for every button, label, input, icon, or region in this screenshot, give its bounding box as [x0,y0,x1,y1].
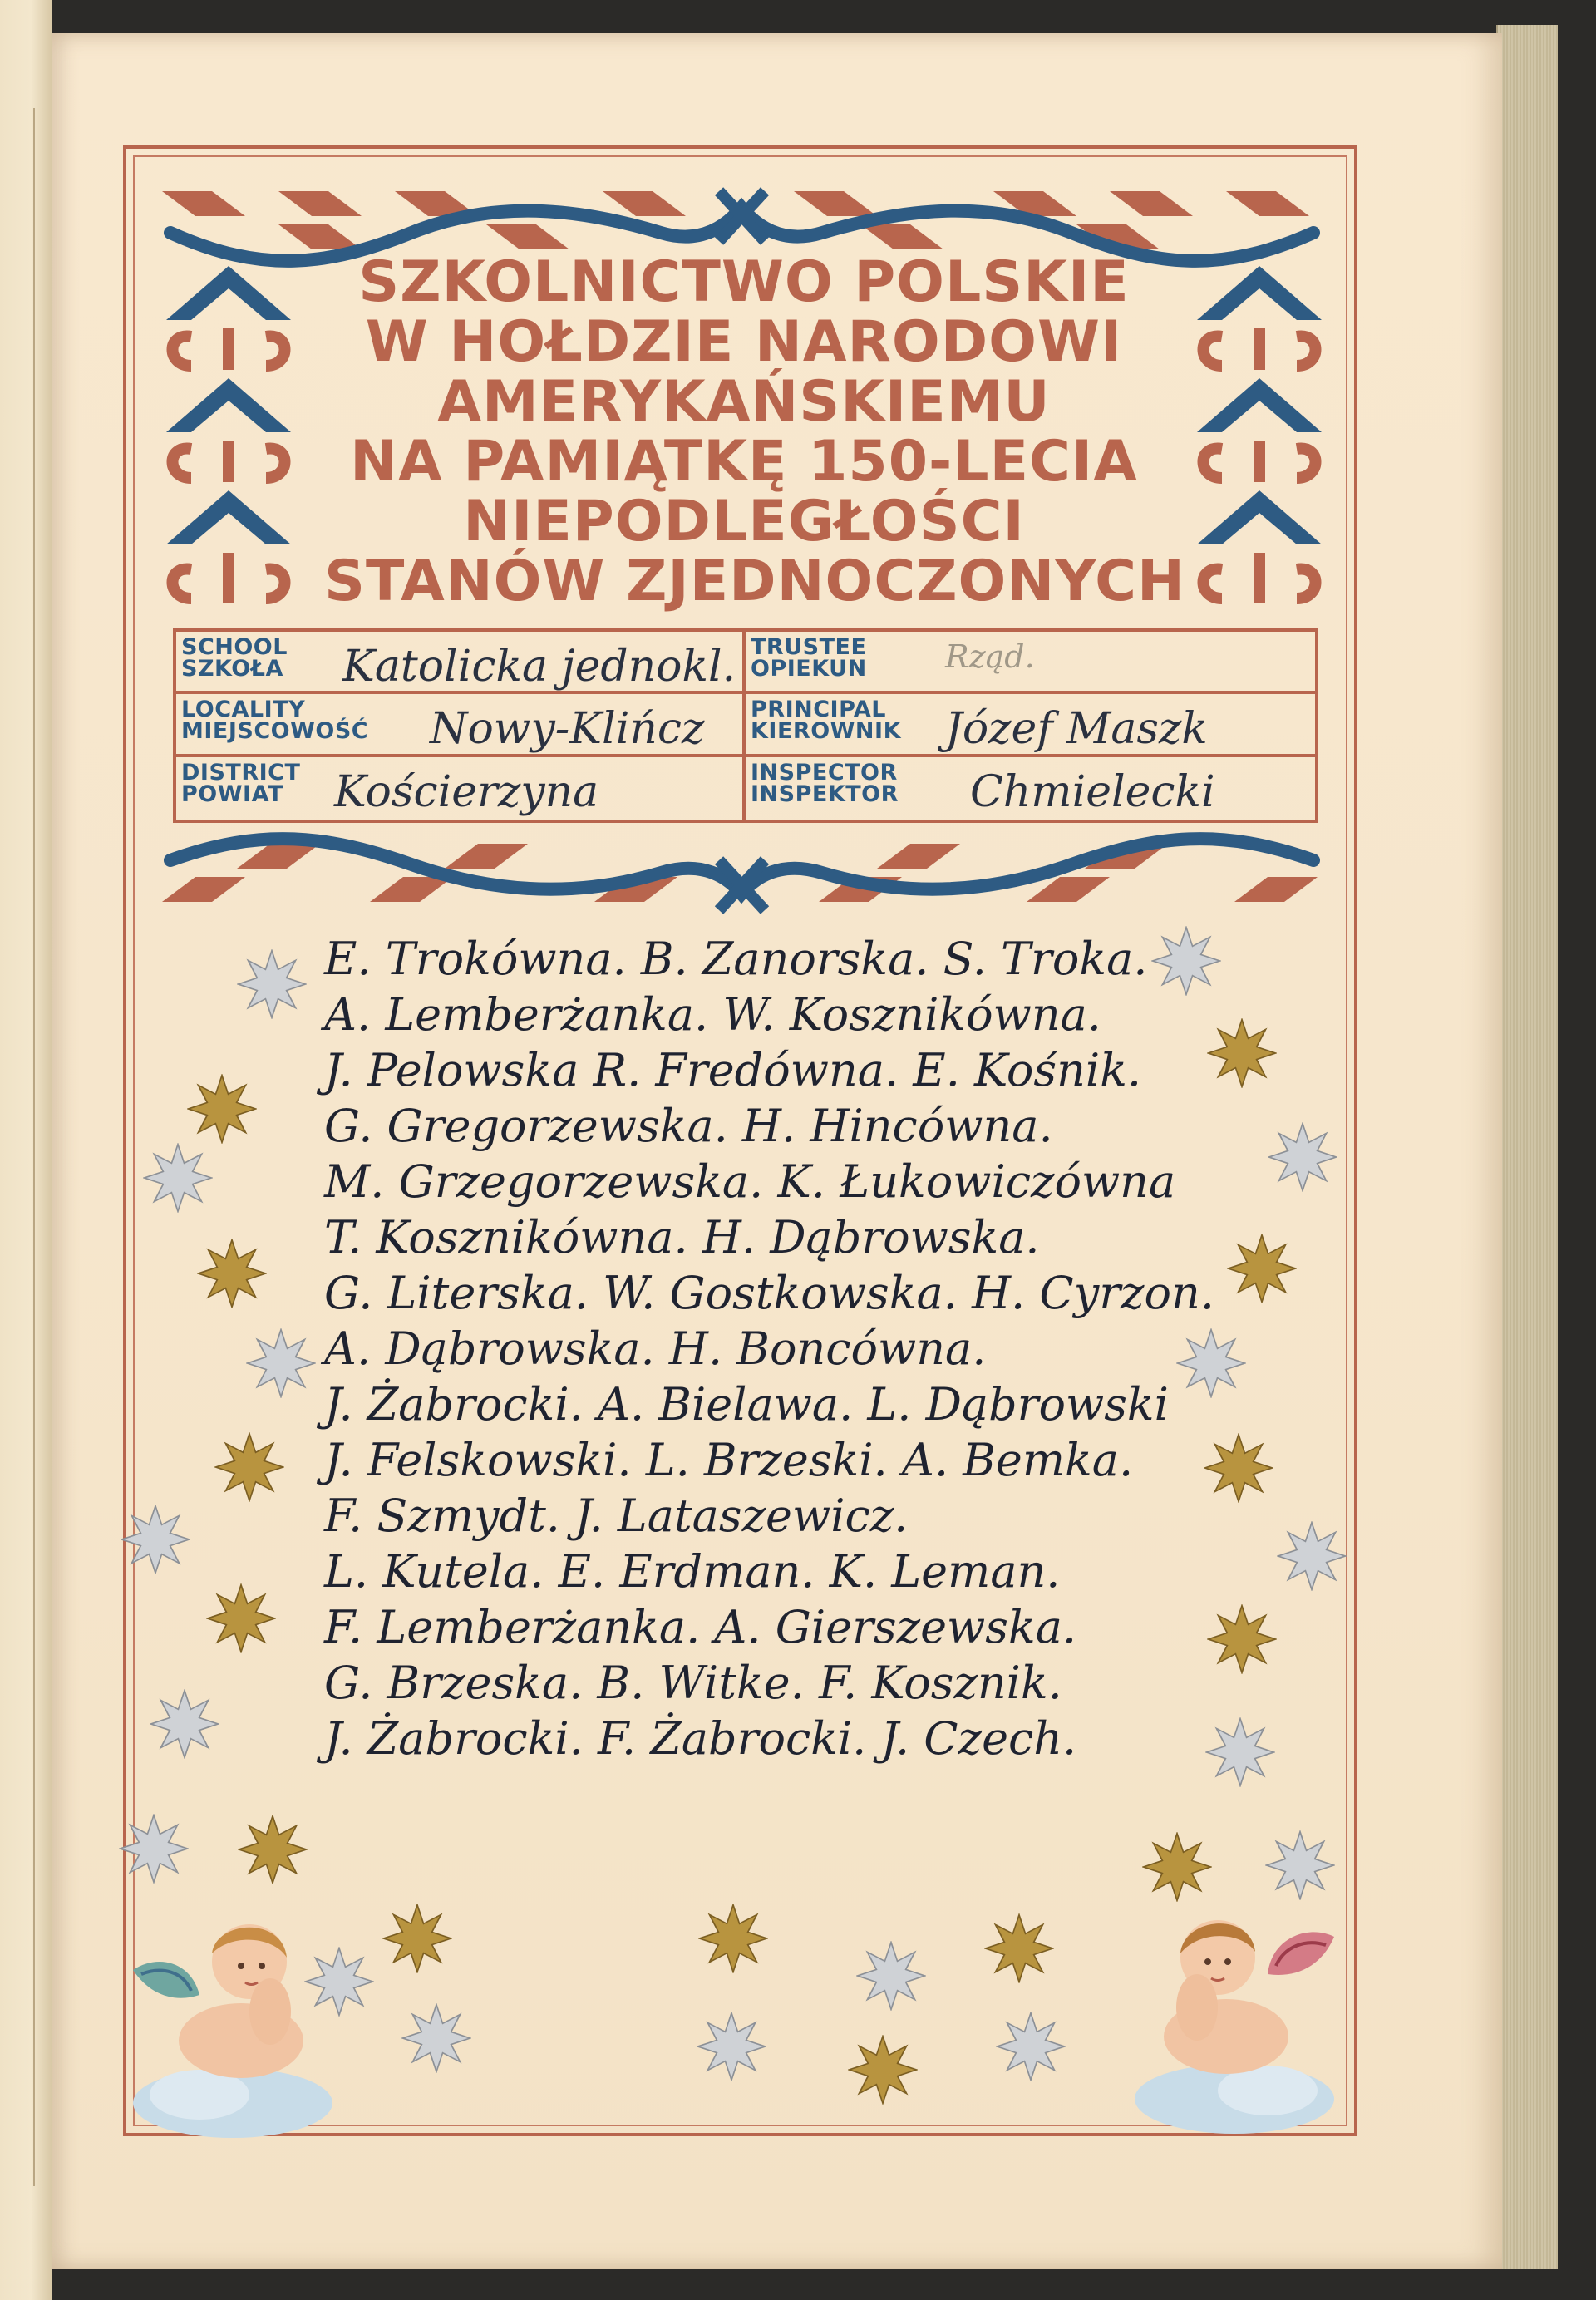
title-line-5: NIEPODLEGŁOŚCI [463,489,1025,554]
signature-line: T. Kosznikówna. H. Dąbrowska. [324,1211,1040,1263]
signature-line: G. Literska. W. Gostkowska. H. Cyrzon. [324,1267,1214,1319]
silver-star-icon [1277,1521,1347,1591]
gold-star-icon [1204,1433,1273,1503]
cherub-right-image [1135,1887,1342,2136]
silver-star-icon [1151,926,1221,996]
signature-line: A. Dąbrowska. H. Boncówna. [324,1322,987,1375]
signature-line: J. Żabrocki. F. Żabrocki. J. Czech. [324,1712,1077,1765]
signature-line: A. Lemberżanka. W. Kosznikówna. [324,988,1101,1041]
signature-line: J. Pelowska R. Fredówna. E. Kośnik. [324,1044,1142,1096]
cherub-left-image [125,1895,332,2145]
school-info-table [173,628,1318,823]
inspector-value: Chmielecki [970,766,1215,817]
title-line-2: W HOŁDZIE NARODOWI [365,309,1123,375]
school-label [181,634,288,682]
gold-star-icon [214,1432,284,1502]
principal-cell [746,694,1315,756]
school-label-pl: SZKOŁA [181,656,283,682]
school-label-en: SCHOOL [181,634,288,660]
school-cell [176,632,746,694]
signature-line: L. Kutela. E. Erdman. K. Leman. [324,1545,1061,1598]
gold-star-icon [698,1904,768,1973]
signature-line: J. Żabrocki. A. Bielawa. L. Dąbrowski [324,1378,1169,1431]
title-line-1: SZKOLNICTWO POLSKIE [358,249,1130,315]
trustee-label-en: TRUSTEE [751,634,867,660]
silver-star-icon [143,1143,213,1213]
silver-star-icon [996,2012,1066,2081]
district-value: Kościerzyna [334,766,599,817]
silver-star-icon [1176,1328,1246,1398]
book-cloth-edge [1496,25,1558,2269]
title-line-6: STANÓW ZJEDNOCZONYCH [324,549,1185,614]
district-label-en: DISTRICT [181,759,301,786]
left-tree-ornament [158,254,299,619]
signature-line: E. Trokówna. B. Zanorska. S. Troka. [324,933,1148,985]
school-value: Katolicka jednokl. [342,642,736,692]
principal-label [751,697,902,745]
locality-value: Nowy-Klińcz [430,704,705,755]
gold-star-icon [984,1913,1054,1983]
locality-label [181,697,369,745]
trustee-label [751,634,867,682]
title-block [166,249,1322,619]
gold-star-icon [187,1074,257,1144]
signature-line: F. Szmydt. J. Lataszewicz. [324,1490,909,1542]
signature-line: J. Felskowski. L. Brzeski. A. Bemka. [324,1434,1134,1486]
gold-star-icon [1207,1604,1277,1674]
silver-star-icon [1268,1122,1337,1192]
district-label-pl: POWIAT [181,781,283,807]
principal-value: Józef Maszk [945,704,1208,755]
silver-star-icon [237,949,307,1019]
silver-star-icon [697,2012,766,2081]
silver-star-icon [856,1941,926,2011]
gold-star-icon [848,2035,918,2105]
book-left-edge [0,0,52,2300]
signature-line: G. Gregorzewska. H. Hincówna. [324,1100,1053,1152]
locality-label-pl: MIEJSCOWOŚĆ [181,718,369,745]
locality-label-en: LOCALITY [181,697,306,723]
trustee-label-pl: OPIEKUN [751,656,867,682]
right-tree-ornament [1189,254,1330,619]
signature-line: M. Grzegorzewska. K. Łukowiczówna [324,1155,1176,1208]
silver-star-icon [401,2003,471,2073]
signature-line: G. Brzeska. B. Witke. F. Kosznik. [324,1657,1062,1709]
gold-star-icon [1227,1234,1297,1303]
trustee-cell [746,632,1315,694]
signature-list [324,931,1222,1766]
inspector-label [751,759,899,807]
district-cell [176,757,746,820]
gold-star-icon [238,1815,308,1884]
district-label [181,759,301,807]
inspector-label-en: INSPECTOR [751,759,898,786]
left-page-edge [0,108,35,2186]
silver-star-icon [150,1689,219,1759]
locality-cell [176,694,746,756]
silver-star-icon [119,1814,189,1884]
signature-line: F. Lemberżanka. A. Gierszewska. [324,1601,1077,1653]
inspector-cell [746,757,1315,820]
gold-star-icon [1207,1018,1277,1088]
trustee-value: Rząd. [945,638,1035,675]
gold-star-icon [206,1583,276,1653]
title-line-3: AMERYKAŃSKIEMU [437,369,1051,435]
principal-label-en: PRINCIPAL [751,697,886,723]
gold-star-icon [382,1904,452,1973]
silver-star-icon [246,1328,316,1398]
inspector-label-pl: INSPEKTOR [751,781,899,807]
ribbon-ornament-bottom [162,827,1322,931]
principal-label-pl: KIEROWNIK [751,718,902,745]
silver-star-icon [1205,1717,1275,1787]
gold-star-icon [197,1239,267,1308]
silver-star-icon [121,1505,190,1574]
title-line-4: NA PAMIĄTKĘ 150-LECIA [350,429,1138,495]
